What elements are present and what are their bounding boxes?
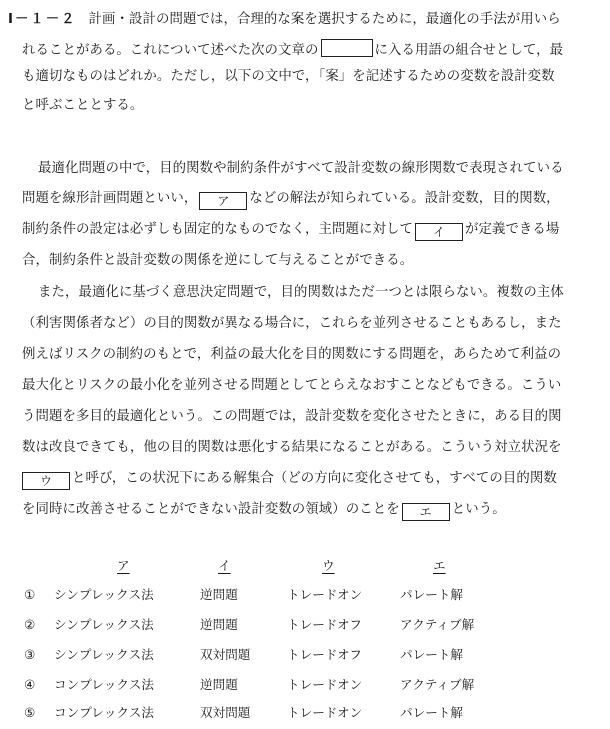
column-header-e: エ	[433, 558, 446, 573]
passage-line-3	[22, 221, 559, 241]
passage-line-2	[22, 190, 560, 210]
question-line-1	[8, 11, 561, 29]
option-cell: 逆問題	[200, 677, 238, 692]
passage-text: 問題を線形計画問題といい，	[22, 191, 198, 206]
passage-text: （利害関係者など）の目的関数が異なる場合に，これらを並列させることもあるし，また	[22, 316, 562, 331]
option-cell: コンプレックス法	[54, 677, 154, 692]
option-cell: 双対問題	[200, 705, 251, 720]
passage-line-8	[22, 377, 561, 395]
option-cell: トレードオフ	[287, 647, 362, 662]
option-cell: 逆問題	[200, 617, 238, 632]
question-number: Ⅰ－１－２	[8, 12, 77, 27]
option-cell: 双対問題	[200, 647, 251, 662]
passage-line-5	[38, 284, 564, 302]
option-cell: シンプレックス法	[54, 647, 154, 662]
column-header-u: ウ	[322, 558, 335, 573]
passage-text: 最適化問題の中で，目的関数や制約条件がすべて設計変数の線形関数で表現されている	[38, 161, 564, 176]
option-number: ②	[24, 617, 36, 632]
option-cell: アクティブ解	[400, 677, 475, 692]
option-number: ⑤	[24, 705, 36, 720]
blank-box	[321, 39, 373, 57]
passage-text: 制約条件の設定は必ずしも固定的なものでなく，主問題に対して	[22, 222, 413, 237]
passage-line-12	[22, 501, 506, 521]
passage-text: う問題を多目的最適化という。この問題では，設計変数を変化させたときに，ある目的関	[22, 409, 562, 424]
question-text: れることがある。これについて述べた次の文章の	[22, 43, 319, 58]
passage-text: という。	[451, 502, 506, 517]
passage-line-7	[22, 346, 561, 364]
option-number: ④	[24, 677, 36, 692]
question-text: 計画・設計の問題では，合理的な案を選択するために，最適化の手法が用いら	[88, 12, 561, 27]
answer-box-i: イ	[415, 223, 463, 241]
question-text: と呼ぶこととする。	[22, 98, 144, 113]
option-cell: アクティブ解	[400, 617, 475, 632]
option-cell: コンプレックス法	[54, 705, 154, 720]
option-cell: トレードオン	[287, 705, 363, 720]
passage-line-11	[22, 470, 557, 490]
option-cell: パレート解	[400, 587, 463, 602]
option-cell: 逆問題	[200, 587, 238, 602]
option-number: ③	[24, 647, 36, 662]
passage-text: 例えばリスクの制約のもとで，利益の最大化を目的関数にする問題を，あらためて利益の	[22, 347, 562, 362]
passage-text: 最大化とリスクの最小化を並列させる問題としてとらえなおすことなどもできる。こうい	[22, 378, 562, 393]
question-text: に入る用語の組合せとして，最	[374, 43, 564, 58]
passage-line-10	[22, 439, 562, 457]
answer-box-u: ウ	[22, 472, 70, 490]
option-cell: トレードオン	[287, 677, 363, 692]
option-cell: シンプレックス法	[54, 617, 154, 632]
passage-text: を同時に改善させることができない設計変数の領域）のことを	[22, 502, 400, 517]
passage-text: 数は改良できても，他の目的関数は悪化する結果になることがある。こういう対立状況を	[22, 440, 562, 455]
passage-text: などの解法が知られている。設計変数，目的関数，	[249, 191, 560, 206]
option-cell: パレート解	[400, 705, 463, 720]
column-header-i: イ	[218, 558, 231, 573]
column-header-a: ア	[117, 558, 130, 573]
option-cell: トレードオフ	[287, 617, 362, 632]
passage-text: と呼び，この状況下にある解集合（どの方向に変化させても，すべての目的関数	[72, 471, 557, 486]
passage-text: また，最適化に基づく意思決定問題で，目的関数はただ一つとは限らない。複数の主体	[38, 285, 564, 300]
option-cell: トレードオン	[287, 587, 363, 602]
passage-line-9	[22, 408, 562, 426]
question-line-4	[22, 97, 143, 115]
question-line-3	[22, 68, 555, 86]
question-line-2	[22, 39, 563, 60]
passage-line-1	[38, 160, 564, 178]
option-cell: パレート解	[400, 647, 463, 662]
passage-text: 合，制約条件と設計変数の関係を逆にして与えることができる。	[22, 253, 414, 268]
question-text: も適切なものはどれか。ただし，以下の文中で，「案」を記述するための変数を設計変数	[22, 69, 555, 84]
passage-text: が定義できる場	[464, 222, 560, 237]
answer-box-e: エ	[402, 503, 450, 521]
passage-line-6	[22, 315, 562, 333]
passage-line-4	[22, 252, 413, 270]
option-cell: シンプレックス法	[54, 587, 154, 602]
option-number: ①	[24, 587, 36, 602]
answer-box-a: ア	[199, 192, 247, 210]
